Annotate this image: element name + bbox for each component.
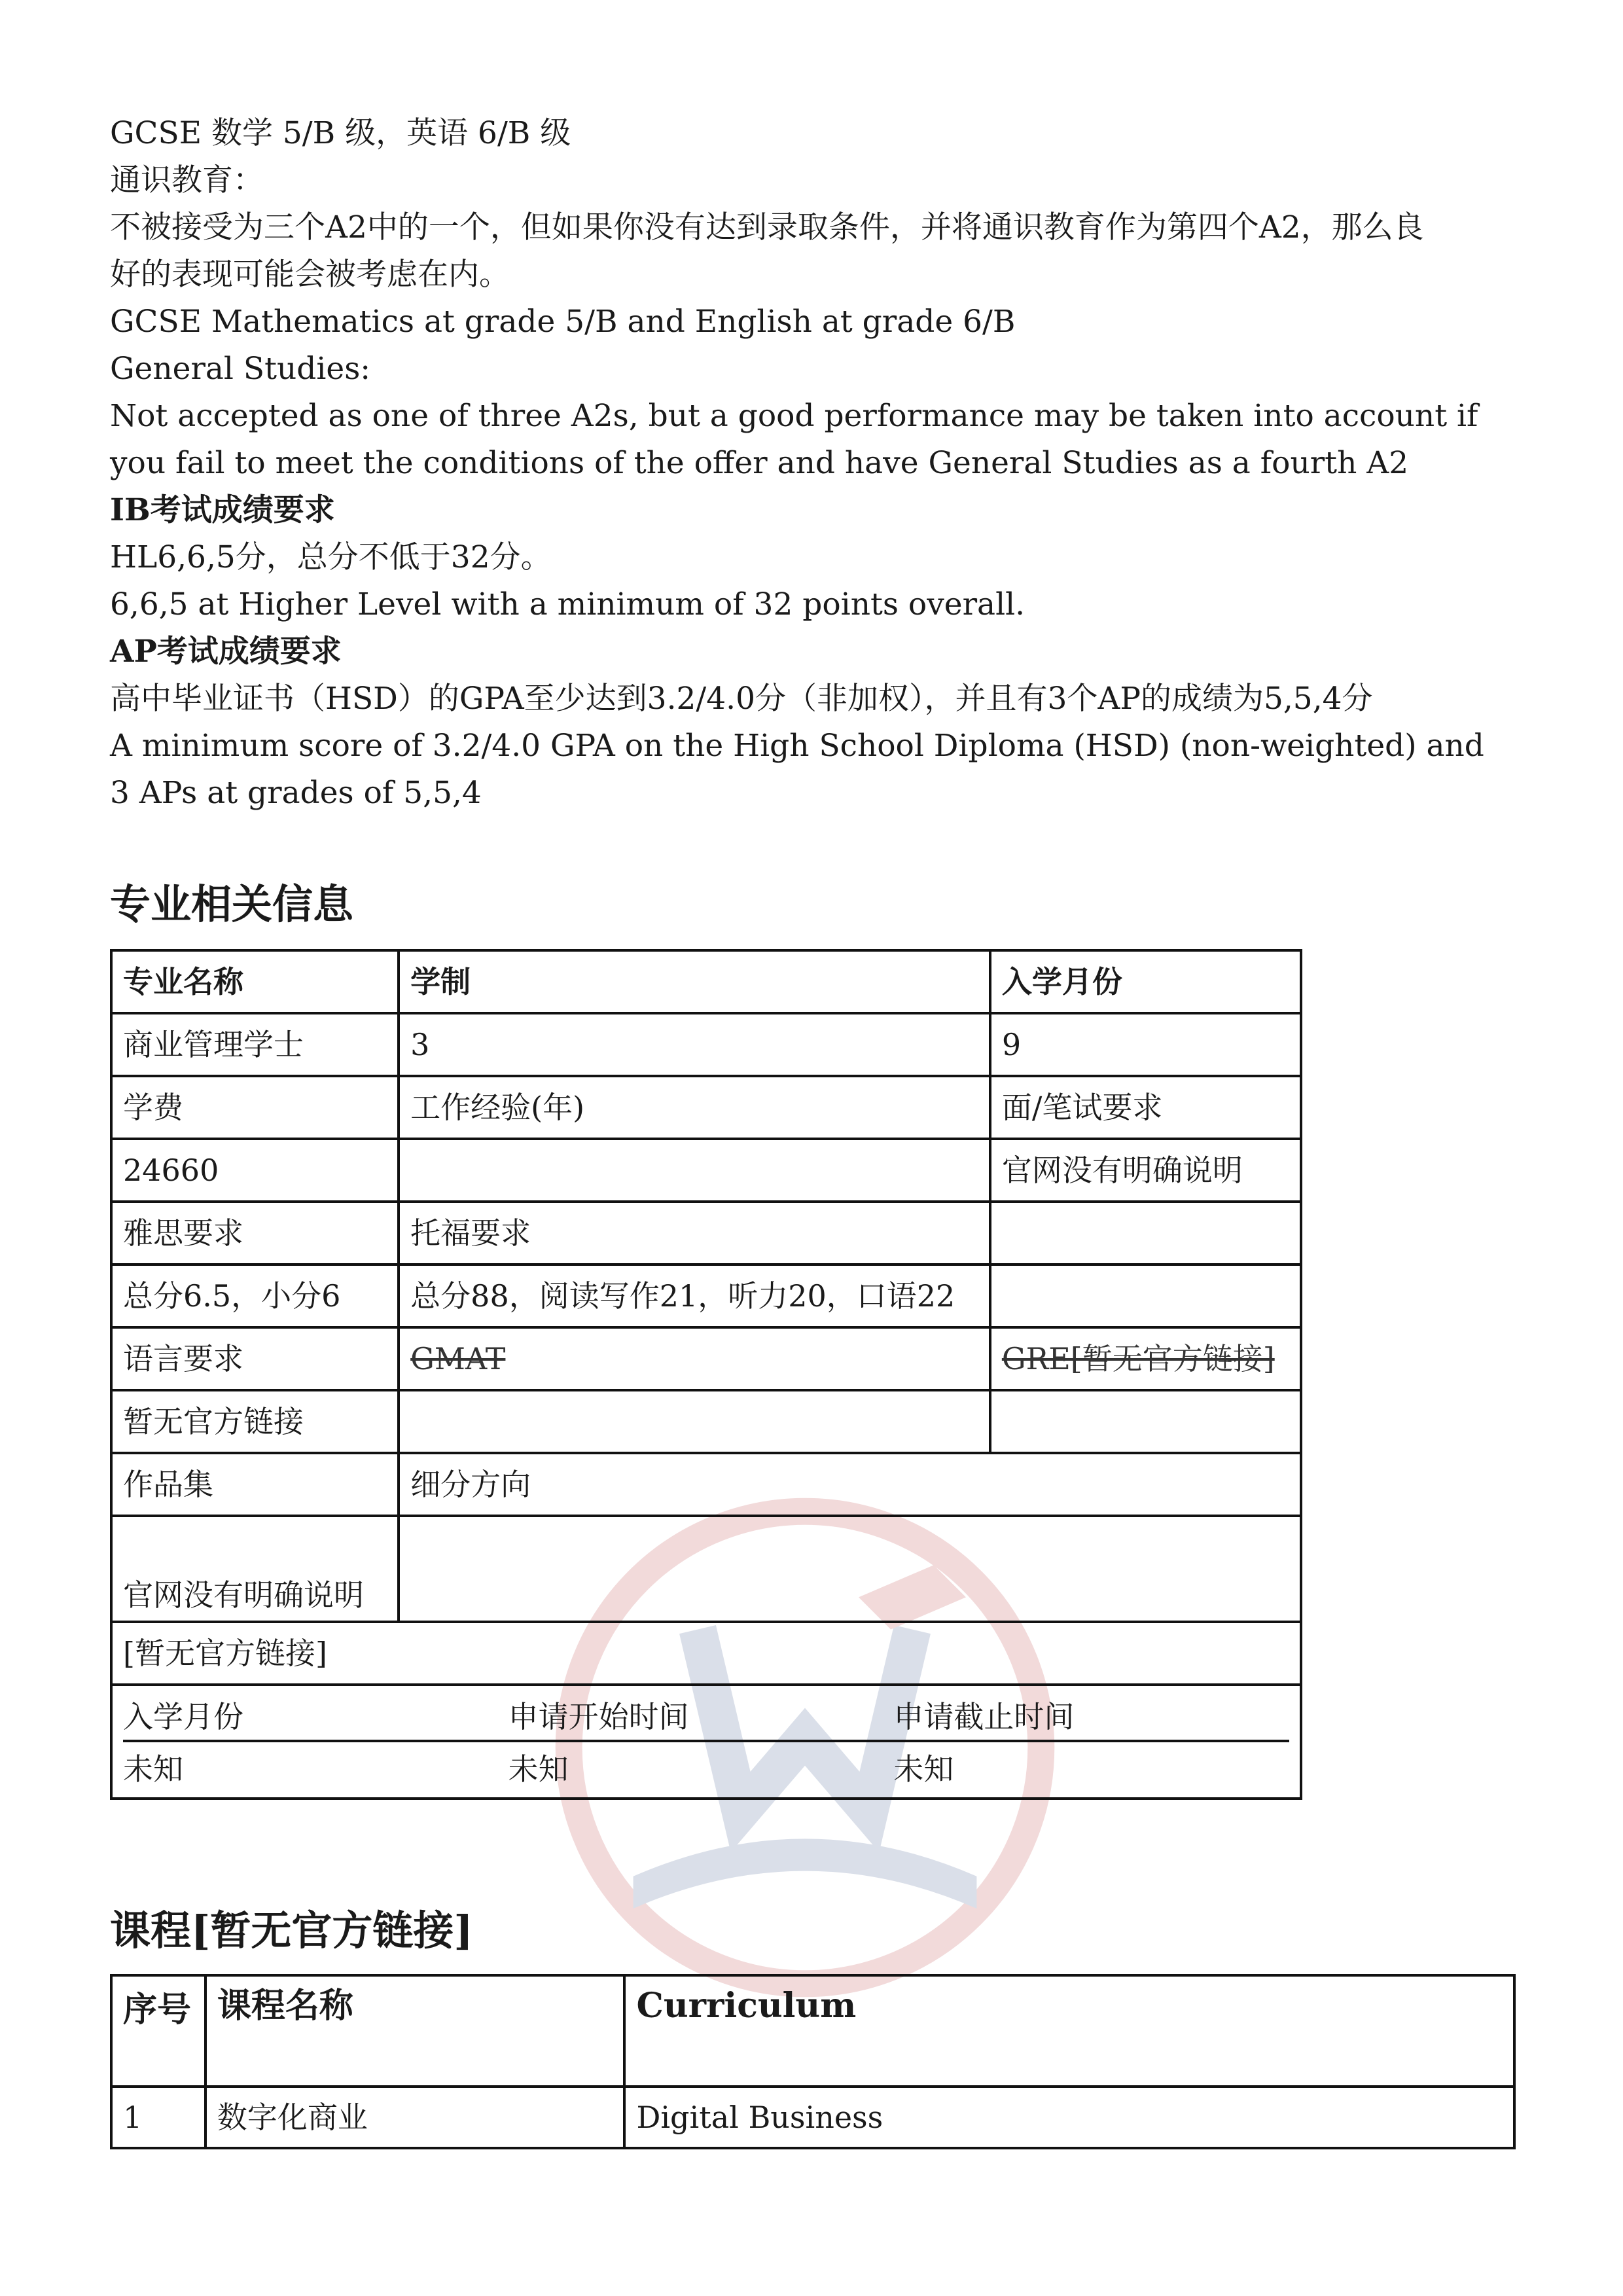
header-number: 序号 (111, 1975, 205, 2087)
ib-zh: HL6,6,5分，总分不低于32分。 (110, 539, 552, 575)
table-row (111, 1453, 1301, 1516)
schedule-header-intake: 入学月份 (123, 1699, 243, 1734)
table-row (111, 1139, 1301, 1202)
table-row (111, 1327, 1301, 1390)
header-curriculum: Curriculum (624, 1975, 1514, 2087)
schedule-values (123, 1750, 1289, 1788)
label-tuition: 学费 (111, 1076, 399, 1139)
header-course-name: 课程名称 (205, 1975, 625, 2087)
req-line-en-2: General Studies: (110, 351, 371, 387)
direction-value (399, 1516, 1301, 1622)
table-row (111, 2087, 1514, 2148)
ielts-value: 总分6.5，小分6 (111, 1265, 399, 1327)
table-row (111, 950, 1301, 1013)
link-value: [暂无官方链接] (111, 1622, 1301, 1685)
req-line-zh-3: 不被接受为三个A2中的一个，但如果你没有达到录取条件，并将通识教育作为第四个A2，那么良 (110, 209, 1424, 245)
table-row (111, 1516, 1301, 1622)
table-row (111, 1622, 1301, 1685)
label-ielts: 雅思要求 (111, 1202, 399, 1265)
ib-en: 6,6,5 at Higher Level with a minimum of 32 points overall. (110, 586, 1026, 622)
tuition-value: 24660 (111, 1139, 399, 1202)
schedule-deadline: 未知 (893, 1751, 954, 1787)
req-line-zh-4: 好的表现可能会被考虑在内。 (110, 257, 510, 293)
major-intake: 9 (990, 1013, 1301, 1076)
req-line-en-4: you fail to meet the conditions of the offer and have General Studies as a fourth A2 (110, 445, 1409, 481)
label-work-experience: 工作经验(年) (399, 1076, 990, 1139)
ap-en-1: A minimum score of 3.2/4.0 GPA on the High School Diploma (HSD) (non-weighted) and (110, 728, 1484, 764)
major-info-table (110, 949, 1302, 1800)
course-number: 1 (111, 2087, 205, 2148)
empty-cell (990, 1390, 1301, 1453)
schedule-intake: 未知 (123, 1751, 183, 1787)
req-line-en-3: Not accepted as one of three A2s, but a good performance may be taken into account if (110, 398, 1478, 434)
schedule-header-deadline: 申请截止时间 (893, 1699, 1075, 1734)
table-row (111, 1265, 1301, 1327)
ap-en-2: 3 APs at grades of 5,5,4 (110, 775, 482, 811)
label-interview: 面/笔试要求 (990, 1076, 1301, 1139)
interview-value: 官网没有明确说明 (990, 1139, 1301, 1202)
label-toefl: 托福要求 (399, 1202, 990, 1265)
header-major-name: 专业名称 (111, 950, 399, 1013)
ib-heading: IB考试成绩要求 (110, 492, 335, 528)
table-row (111, 1390, 1301, 1453)
header-duration: 学制 (399, 950, 990, 1013)
empty-cell (990, 1265, 1301, 1327)
courses-section-title: 课程[暂无官方链接] (110, 1907, 473, 1954)
req-line-zh-2: 通识教育： (110, 162, 264, 198)
major-section-title: 专业相关信息 (110, 880, 354, 928)
language-value: 暂无官方链接 (111, 1390, 399, 1453)
empty-cell (990, 1202, 1301, 1265)
schedule-header (123, 1698, 1289, 1736)
schedule-divider (123, 1740, 1289, 1742)
table-row (111, 1685, 1301, 1799)
req-line-en-1: GCSE Mathematics at grade 5/B and English at grade 6/B (110, 304, 1016, 340)
schedule-header-start: 申请开始时间 (508, 1699, 689, 1734)
schedule-cell (111, 1685, 1301, 1799)
label-direction: 细分方向 (399, 1453, 1301, 1516)
label-language: 语言要求 (111, 1327, 399, 1390)
major-name: 商业管理学士 (111, 1013, 399, 1076)
toefl-value: 总分88，阅读写作21，听力20，口语22 (399, 1265, 990, 1327)
courses-table (110, 1974, 1516, 2149)
label-portfolio: 作品集 (111, 1453, 399, 1516)
table-row (111, 1202, 1301, 1265)
table-row (111, 1076, 1301, 1139)
label-gmat: GMAT (399, 1327, 990, 1390)
ap-zh: 高中毕业证书（HSD）的GPA至少达到3.2/4.0分（非加权），并且有3个AP的成绩为5,5,4分 (110, 681, 1373, 717)
table-row (111, 1975, 1514, 2087)
portfolio-value: 官网没有明确说明 (111, 1516, 399, 1622)
course-curriculum: Digital Business (624, 2087, 1514, 2148)
empty-cell (399, 1390, 990, 1453)
label-gre: GRE[暂无官方链接] (990, 1327, 1301, 1390)
work-experience-value (399, 1139, 990, 1202)
req-line-zh-1: GCSE 数学 5/B 级，英语 6/B 级 (110, 115, 571, 151)
header-intake: 入学月份 (990, 950, 1301, 1013)
requirements-block (110, 110, 1524, 817)
schedule-start: 未知 (508, 1751, 569, 1787)
course-name: 数字化商业 (205, 2087, 625, 2148)
major-duration: 3 (399, 1013, 990, 1076)
ap-heading: AP考试成绩要求 (110, 634, 342, 670)
table-row (111, 1013, 1301, 1076)
